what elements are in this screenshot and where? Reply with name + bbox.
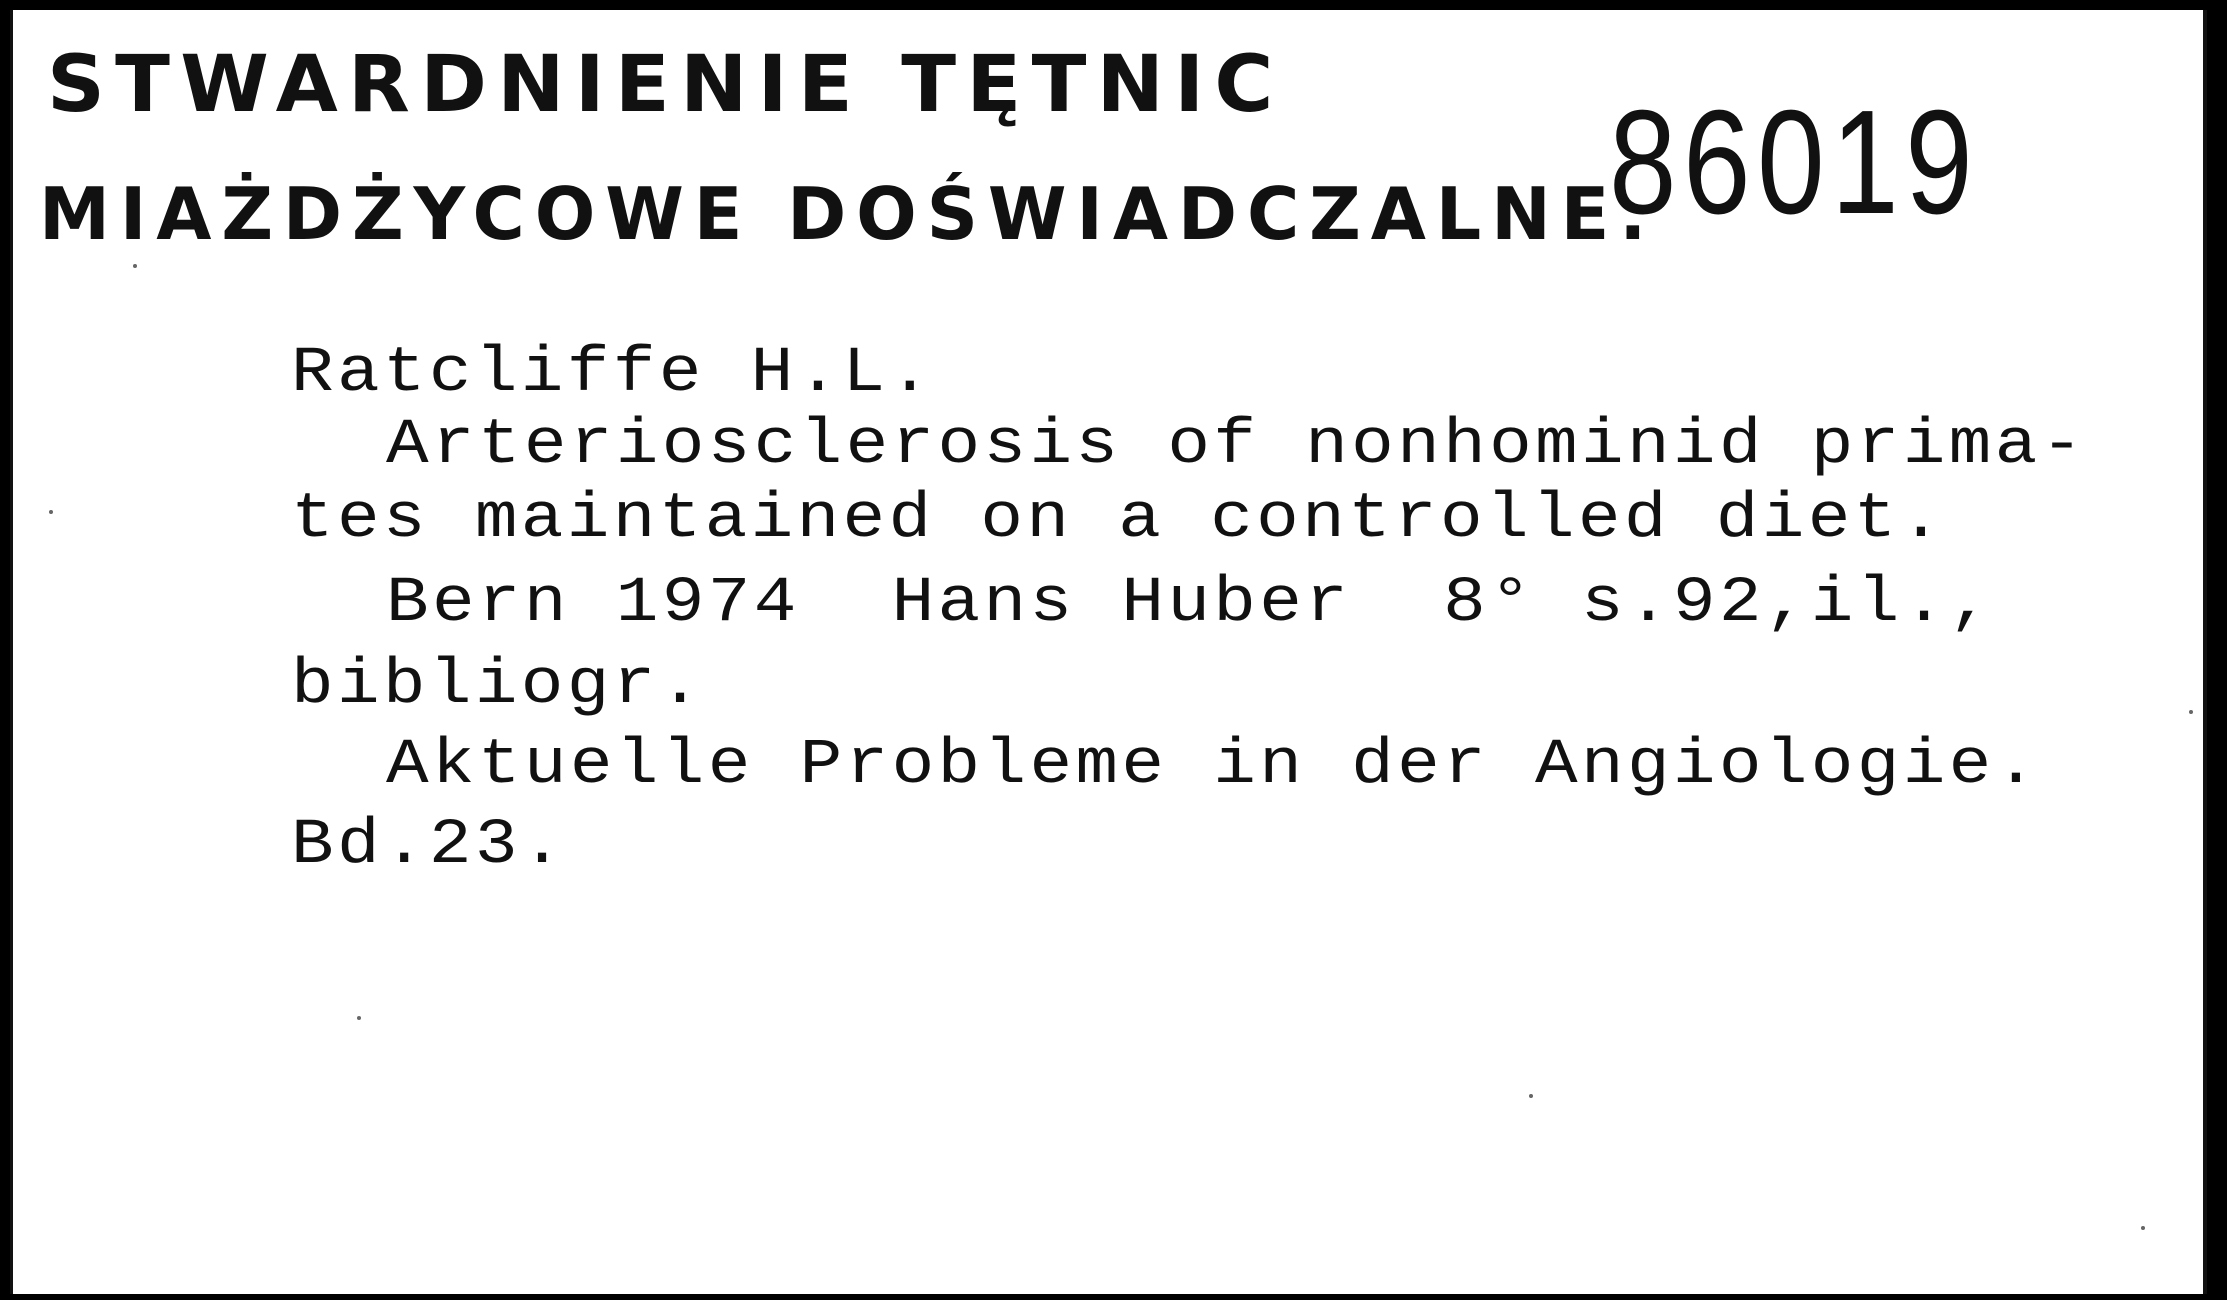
catalog-number: 86019 [1609,80,1980,245]
paper-speck [49,510,53,514]
title-line-2: tes maintained on a controlled diet. [291,484,1946,556]
subject-heading-line-2: MIAŻDŻYCOWE DOŚWIADCZALNE. [39,172,1657,256]
author-line: Ratcliffe H.L. [291,338,935,410]
series-line-2: Bd.23. [291,810,567,882]
paper-speck [2189,710,2193,714]
publication-line-1: Bern 1974 Hans Huber 8° s.92,il., [386,568,1995,640]
catalog-card [10,10,2207,1294]
title-line-1: Arteriosclerosis of nonhominid prima- [386,410,2087,482]
paper-speck [357,1016,361,1020]
paper-speck [133,264,137,268]
paper-speck [1529,1094,1533,1098]
subject-heading-line-1: STWARDNIENIE TĘTNIC [47,40,1284,130]
series-line-1: Aktuelle Probleme in der Angiologie. [386,730,2041,802]
publication-line-2: bibliogr. [291,650,705,722]
paper-speck [2141,1226,2145,1230]
